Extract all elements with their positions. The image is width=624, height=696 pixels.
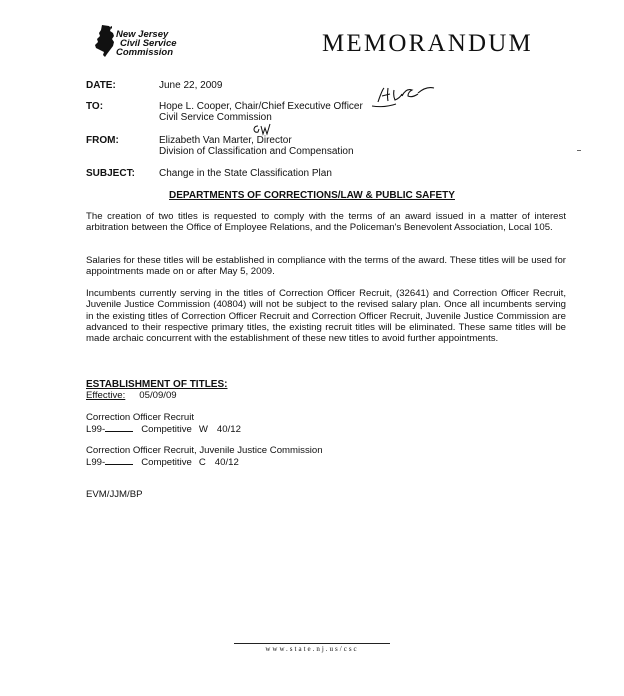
department-heading: DEPARTMENTS OF CORRECTIONS/LAW & PUBLIC SAFETY [169,190,455,201]
title-2-class: C [198,457,206,468]
paragraph-1: The creation of two titles is requested to comply with the terms of an award issued in a matter of interest arbitration between the Office of Employee Relations, and the Policeman's Benevolent Association, Local 105. [86,211,566,234]
to-line-2: Civil Service Commission [159,112,272,123]
footer-rule [234,643,390,644]
handwritten-initials-to [368,84,440,112]
title-1-detail-row [86,423,241,435]
effective-label: Effective: [86,390,126,401]
title-1-category: Competitive [141,424,192,435]
paragraph-2: Salaries for these titles will be established in compliance with the terms of the award. These titles will be used for appointments made on or after May 5, 2009. [86,255,566,278]
title-2-name-row [86,445,323,456]
memo-title: MEMORANDUM [322,30,533,57]
title-1-code-blank [105,423,133,432]
to-label: TO: [86,101,104,112]
subject-label: SUBJECT: [86,168,135,179]
title-2-code-blank [105,456,133,465]
from-line-2: Division of Classification and Compensation [159,146,354,157]
title-2-hours: 40/12 [214,457,239,468]
title-1-name-row [86,412,194,423]
footer-url: www.state.nj.us/csc [265,645,359,653]
title-1-code-prefix: L99- [86,424,106,435]
date-label: DATE: [86,80,116,91]
date-value: June 22, 2009 [159,80,223,91]
closing-initials: EVM/JJM/BP [86,489,143,500]
title-2-detail-row [86,456,239,468]
to-line-1: Hope L. Cooper, Chair/Chief Executive Officer [159,101,363,112]
title-1-hours: 40/12 [216,424,241,435]
paragraph-3: Incumbents currently serving in the titles of Correction Officer Recruit, (32641) and Correction Officer Recruit, Juvenile Justice Commission (40804) will not be subject to the revised salary plan. Once all incumbents serving in the existing titles of Correction Officer Recruit and Correction Officer Recruit, Juvenile Justice Commission are advanced to their respective primary titles, the existing recruit titles will be eliminated. These same titles will be made archaic concurrent with the establishment of these new titles to avoid further appointments. [86,288,566,345]
title-1-class: W [198,424,208,435]
agency-line-2: Civil Service [120,38,177,49]
title-2-name: Correction Officer Recruit, Juvenile Justice Commission [86,445,323,456]
from-line-1: Elizabeth Van Marter, Director [159,135,292,146]
title-2-code-prefix: L99- [86,457,106,468]
title-2-category: Competitive [141,457,192,468]
agency-name [116,30,177,57]
title-1-name: Correction Officer Recruit [86,412,195,423]
closing-initials-row [86,489,143,500]
from-label: FROM: [86,135,119,146]
margin-mark [577,150,581,151]
agency-line-1: New Jersey [116,29,169,40]
subject-value: Change in the State Classification Plan [159,168,332,179]
effective-row [86,390,177,401]
establishment-heading: ESTABLISHMENT OF TITLES: [86,379,228,390]
effective-date: 05/09/09 [139,390,177,401]
agency-line-3: Commission [116,47,174,58]
